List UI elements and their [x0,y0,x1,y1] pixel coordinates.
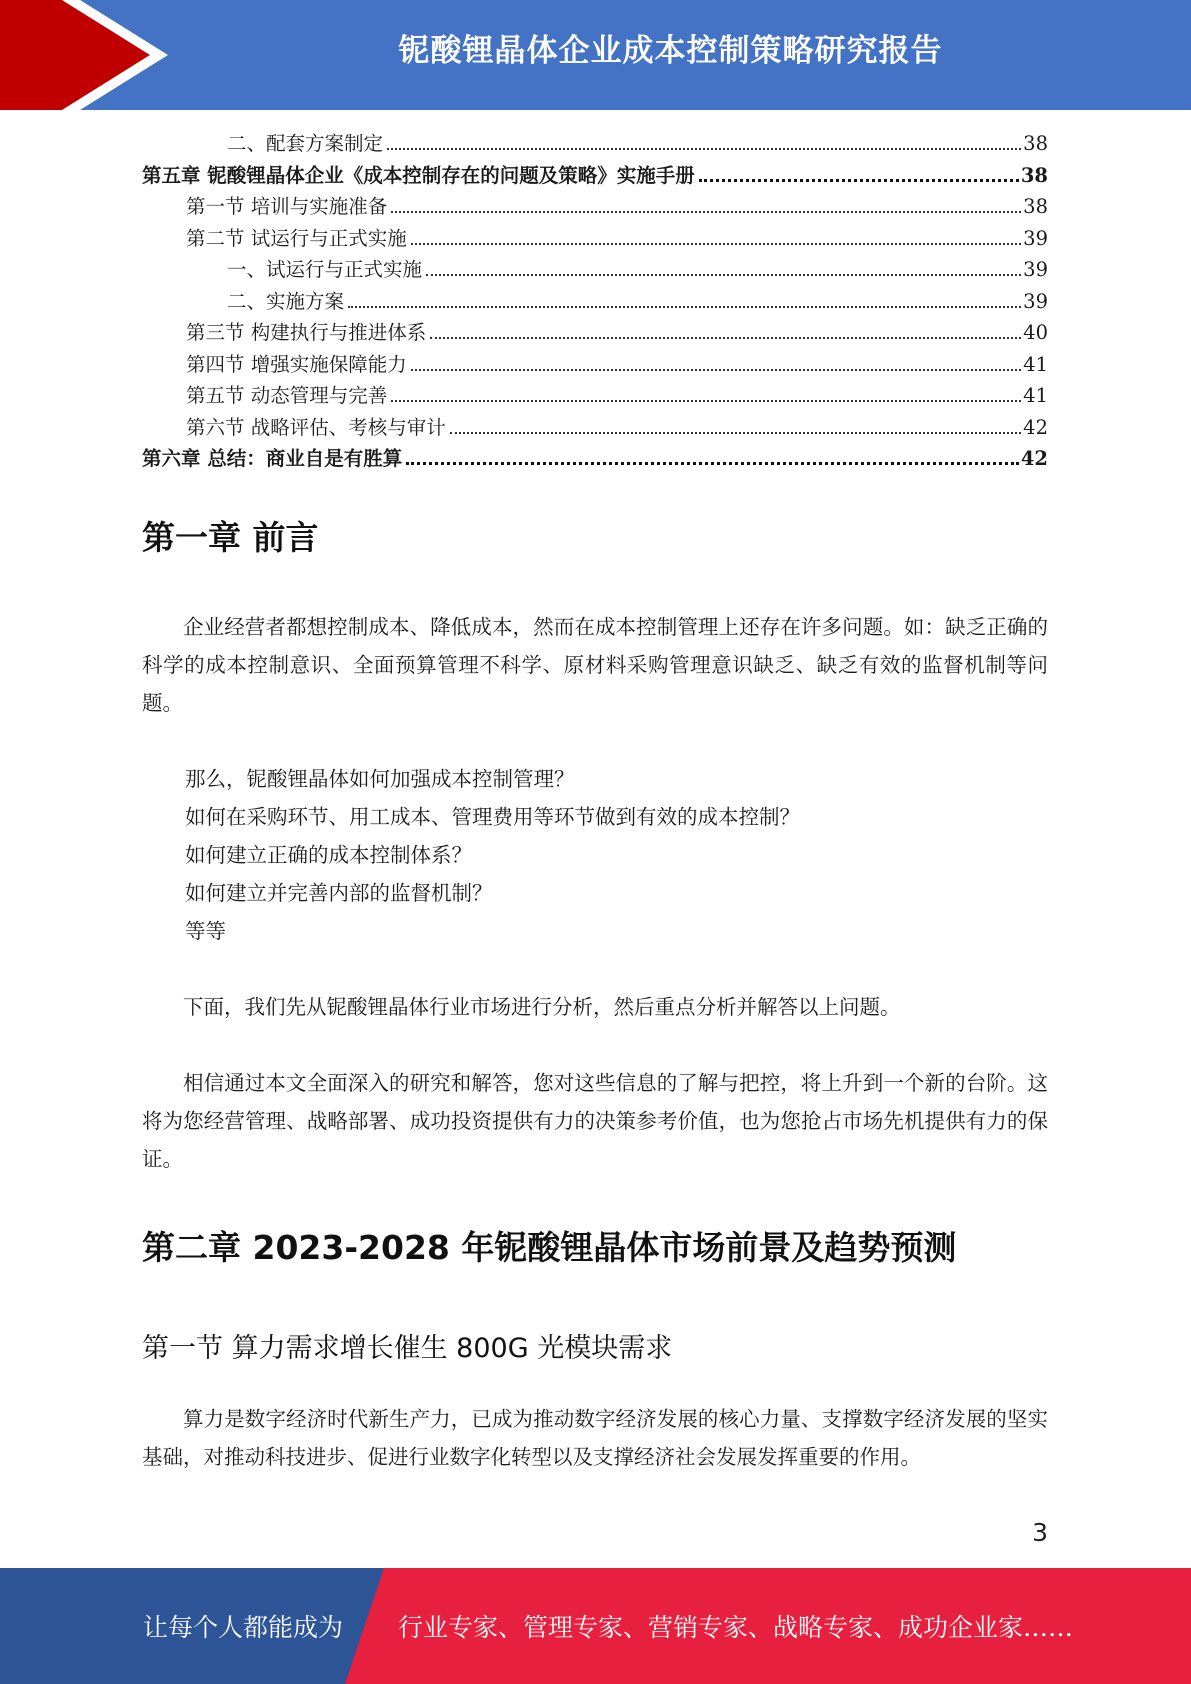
toc-leader [387,148,1021,150]
toc-entry-page: 38 [1020,163,1048,187]
toc-entry-page: 39 [1023,258,1048,281]
chapter1-question: 等等 [185,919,226,943]
chapter2-heading: 第二章 2023-2028 年铌酸锂晶体市场前景及趋势预测 [142,1228,957,1267]
toc-entry-title: 第五节 动态管理与完善 [186,384,388,407]
toc-leader [411,243,1021,245]
toc-entry-title: 第六节 战略评估、考核与审计 [186,415,446,439]
toc-entry-title: 第三节 构建执行与推进体系 [186,321,427,344]
toc-entry-title: 第四节 增强实施保障能力 [186,352,407,376]
chapter1-paragraph-3: 相信通过本文全面深入的研究和解答，您对这些信息的了解与把控，将上升到一个新的台阶。这将为您经营管理、战略部署、成功投资提供有力的决策参考价值，也为您抢占市场先机提供有力的保证。 [142,1071,1048,1171]
chapter1-paragraph-2: 下面，我们先从铌酸锂晶体行业市场进行分析，然后重点分析并解答以上问题。 [183,995,901,1019]
toc-entry-title: 第六章 总结：商业自是有胜算 [142,447,403,470]
toc-entry[interactable] [142,160,1048,192]
toc-entry-page: 42 [1020,447,1048,470]
toc-entry-title: 二、配套方案制定 [227,132,384,155]
chapter2-section1-heading: 第一节 算力需求增长催生 800G 光模块需求 [142,1333,673,1364]
header-banner [0,0,1191,110]
report-title: 铌酸锂晶体企业成本控制策略研究报告 [398,33,943,69]
toc-leader [391,211,1021,213]
toc-leader [430,337,1021,339]
chapter1-question: 如何建立正确的成本控制体系？ [185,843,472,867]
toc-entry[interactable] [142,286,1048,318]
toc-leader [348,306,1021,308]
toc-entry[interactable] [142,412,1048,444]
toc-entry[interactable] [142,254,1048,286]
toc-leader [406,462,1019,465]
toc-leader [411,369,1021,371]
toc-entry-page: 41 [1023,384,1048,407]
toc-entry-page: 39 [1023,289,1048,313]
toc-entry[interactable] [142,128,1048,160]
toc-entry[interactable] [142,349,1048,381]
chapter1-question: 那么，铌酸锂晶体如何加强成本控制管理？ [185,767,575,791]
toc-leader [426,274,1021,276]
toc-entry[interactable] [142,443,1048,475]
footer-slogan-left: 让每个人都能成为 [143,1613,344,1642]
footer-slogan-right: 行业专家、管理专家、营销专家、战略专家、成功企业家…… [398,1613,1074,1642]
toc-entry[interactable] [142,380,1048,412]
toc-leader [450,432,1021,434]
toc-entry-title: 第二节 试运行与正式实施 [186,226,407,250]
table-of-contents [142,128,1048,475]
page-number: 3 [1032,1518,1048,1547]
toc-entry-page: 39 [1023,226,1048,250]
chapter1-heading: 第一章 前言 [142,518,319,557]
toc-entry[interactable] [142,191,1048,223]
toc-entry-page: 38 [1023,195,1048,218]
toc-entry-page: 38 [1023,132,1048,155]
toc-entry-title: 第一节 培训与实施准备 [186,195,388,218]
chapter1-question: 如何在采购环节、用工成本、管理费用等环节做到有效的成本控制？ [185,805,800,829]
toc-entry-title: 二、实施方案 [227,289,345,313]
toc-entry[interactable] [142,223,1048,255]
chapter1-question: 如何建立并完善内部的监督机制？ [185,881,493,905]
footer-banner [0,1568,1191,1684]
toc-entry-title: 一、试运行与正式实施 [227,258,423,281]
toc-entry-title: 第五章 铌酸锂晶体企业《成本控制存在的问题及策略》实施手册 [142,163,695,187]
toc-entry[interactable] [142,317,1048,349]
chapter1-paragraph-1: 企业经营者都想控制成本、降低成本，然而在成本控制管理上还存在许多问题。如：缺乏正确的科学的成本控制意识、全面预算管理不科学、原材料采购管理意识缺乏、缺乏有效的监督机制等问题。 [142,615,1048,715]
chapter2-paragraph-1: 算力是数字经济时代新生产力，已成为推动数字经济发展的核心力量、支撑数字经济发展的坚实基础，对推动科技进步、促进行业数字化转型以及支撑经济社会发展发挥重要的作用。 [142,1407,1048,1469]
toc-leader [391,400,1021,402]
toc-entry-page: 40 [1023,321,1048,344]
toc-entry-page: 41 [1023,352,1048,376]
toc-leader [699,179,1019,182]
toc-entry-page: 42 [1023,415,1048,439]
